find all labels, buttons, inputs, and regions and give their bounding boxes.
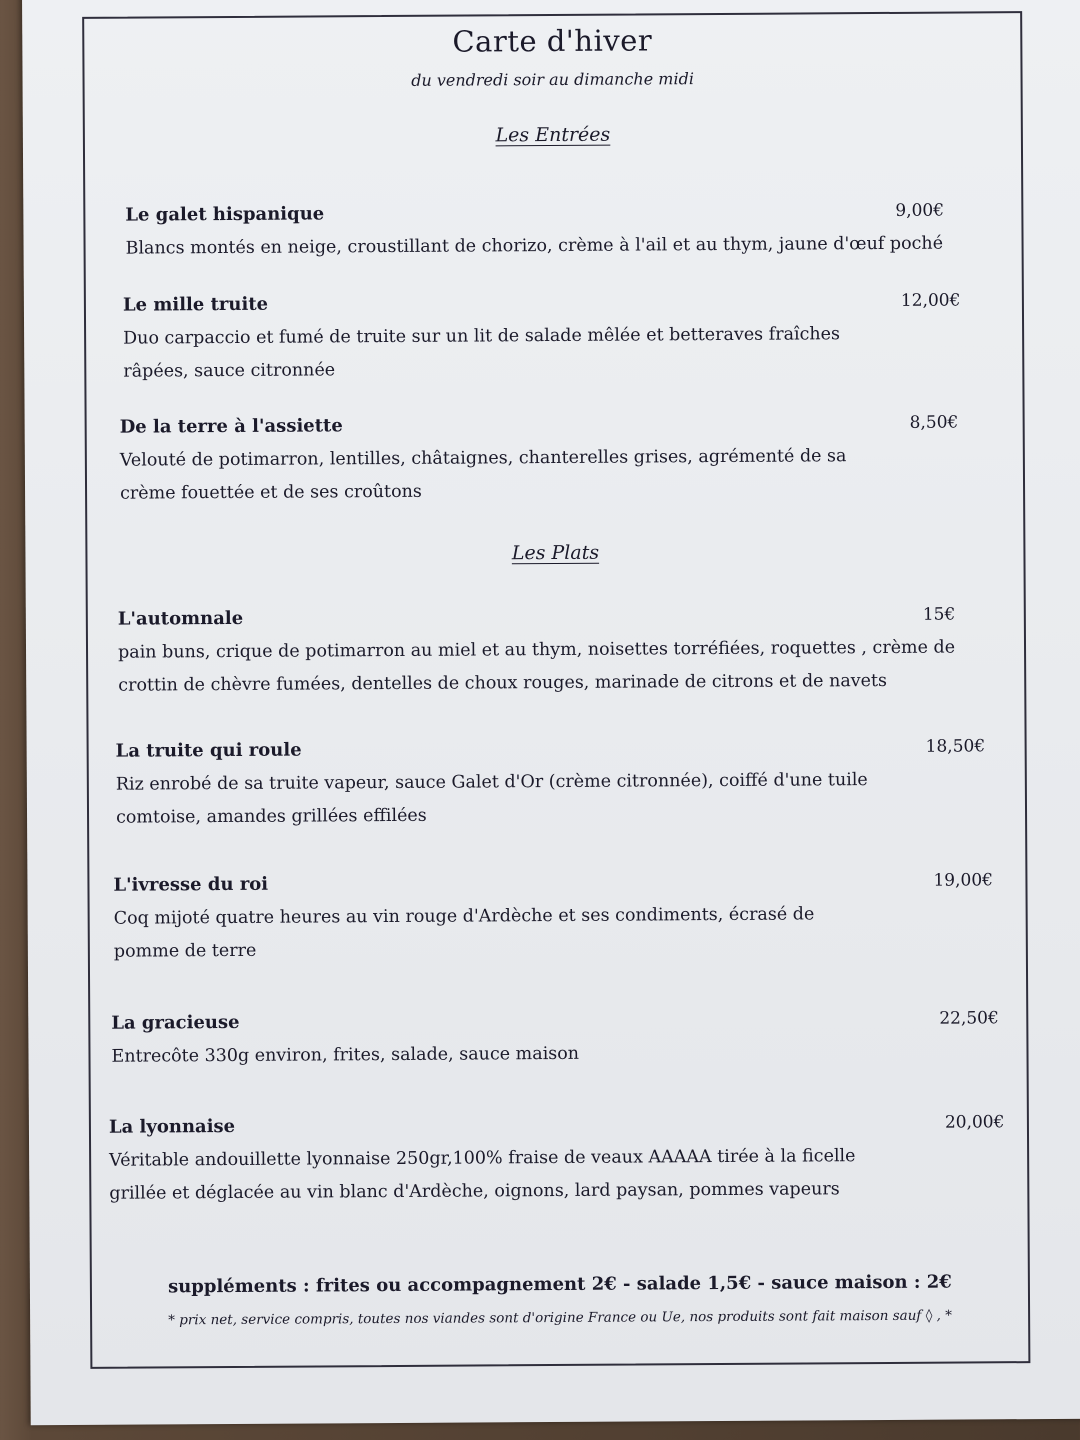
item-name: Le mille truite — [122, 293, 269, 316]
menu-item — [116, 735, 1017, 834]
menu-item — [109, 1111, 1010, 1210]
item-description: pain buns, crique de potimarron au miel et au thym, noisettes torréfiées, roquettes , crème de crottin de chèvre fumées, dentelles de choux rouges, marinade de citrons et de navets — [117, 637, 956, 696]
menu-item — [125, 199, 1025, 265]
footnote: * prix net, service compris, toutes nos viandes sont d'origine France ou Ue, nos produits sont fait maison sauf ◊ , * — [168, 1307, 953, 1329]
item-description: Velouté de potimarron, lentilles, châtaignes, chanterelles grises, agrémenté de sa crème fouettée et de ses croûtons — [119, 446, 847, 504]
menu-frame — [82, 11, 1030, 1369]
item-price: 22,50€ — [939, 1008, 999, 1029]
section-heading-plats: Les Plats — [511, 541, 600, 565]
item-name: De la terre à l'assiette — [119, 415, 343, 438]
menu-item — [123, 289, 1024, 388]
item-price: 9,00€ — [895, 200, 945, 221]
menu-paper — [22, 0, 1080, 1425]
menu-title: Carte d'hiver — [452, 23, 653, 59]
item-name: La lyonnaise — [108, 1115, 236, 1138]
item-price: 18,50€ — [925, 736, 986, 757]
item-name: Le galet hispanique — [125, 203, 325, 226]
item-description: Blancs montés en neige, croustillant de chorizo, crème à l'ail et au thym, jaune d'œuf poché — [125, 233, 944, 259]
item-name: L'automnale — [117, 607, 244, 630]
item-name: La truite qui roule — [115, 739, 302, 762]
item-price: 12,00€ — [900, 290, 961, 311]
menu-item — [118, 603, 1019, 702]
item-price: 20,00€ — [944, 1112, 1005, 1133]
item-description: Coq mijoté quatre heures au vin rouge d'Ardèche et ses condiments, écrasé de pomme de terre — [113, 904, 815, 962]
menu-subtitle: du vendredi soir au dimanche midi — [411, 69, 694, 90]
menu-item — [111, 1007, 1011, 1073]
item-name: La gracieuse — [111, 1011, 240, 1034]
supplements-line: suppléments : frites ou accompagnement 2€ - salade 1,5€ - sauce maison : 2€ — [167, 1271, 952, 1298]
item-price: 19,00€ — [933, 870, 993, 891]
item-price: 15€ — [922, 604, 956, 625]
menu-item — [113, 869, 1014, 968]
item-description: Duo carpaccio et fumé de truite sur un lit de salade mêlée et betteraves fraîches râpées, sauce citronnée — [123, 324, 841, 382]
item-description: Véritable andouillette lyonnaise 250gr,100% fraise de veaux AAAAA tirée à la ficelle grillée et déglacée au vin blanc d'Ardèche, oignons, lard paysan, pommes vapeurs — [109, 1146, 856, 1204]
item-name: L'ivresse du roi — [113, 873, 269, 896]
item-description: Entrecôte 330g environ, frites, salade, sauce maison — [111, 1043, 580, 1067]
item-price: 8,50€ — [909, 412, 959, 433]
item-description: Riz enrobé de sa truite vapeur, sauce Galet d'Or (crème citronnée), coiffé d'une tuile comtoise, amandes grillées effilées — [115, 770, 868, 828]
section-heading-entrees: Les Entrées — [495, 123, 611, 147]
menu-item — [120, 411, 1021, 510]
